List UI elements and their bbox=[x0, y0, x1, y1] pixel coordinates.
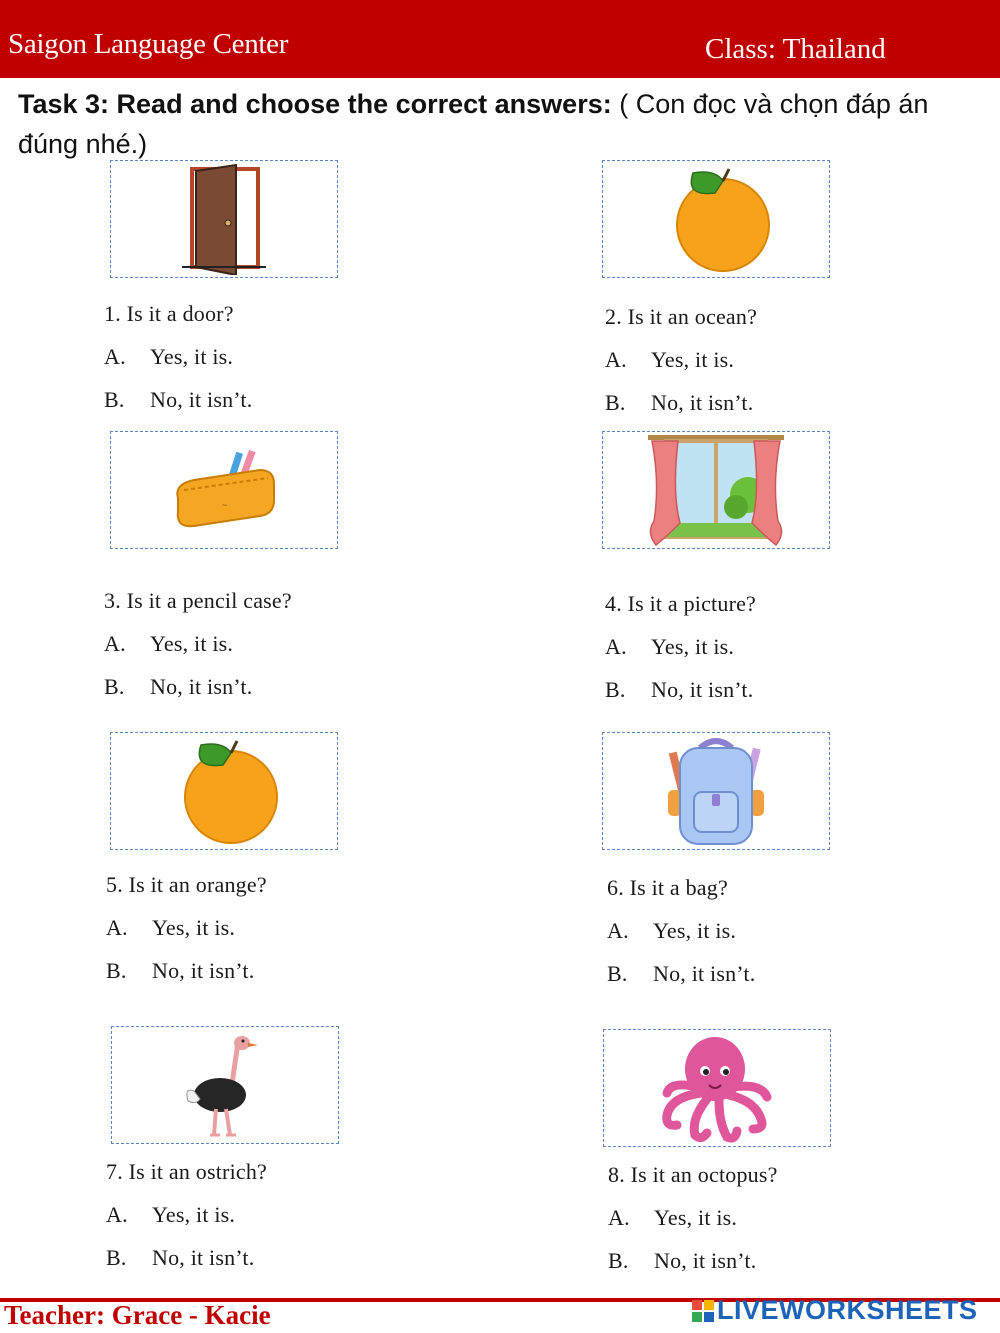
option-a-3[interactable] bbox=[104, 631, 233, 657]
task-note: ( Con đọc và chọn đáp án đúng nhé.) bbox=[18, 89, 929, 159]
question-3: 3. Is it a pencil case? bbox=[104, 588, 292, 613]
option-a-label: A. bbox=[104, 631, 126, 656]
option-b-label: B. bbox=[605, 390, 626, 415]
question-5: 5. Is it an orange? bbox=[106, 872, 267, 897]
option-b-label: B. bbox=[106, 1245, 127, 1270]
question-8: 8. Is it an octopus? bbox=[608, 1162, 778, 1187]
option-b-text: No, it isn’t. bbox=[654, 1248, 757, 1273]
option-a-label: A. bbox=[605, 634, 627, 659]
brand-name: LIVEWORKSHEETS bbox=[717, 1295, 978, 1325]
option-b-text: No, it isn’t. bbox=[152, 1245, 255, 1270]
window-icon bbox=[636, 433, 796, 547]
option-a-label: A. bbox=[608, 1205, 630, 1230]
class-label: Class: Thailand bbox=[705, 33, 886, 65]
task-title: Task 3: Read and choose the correct answers: bbox=[18, 89, 612, 119]
option-a-4[interactable] bbox=[605, 634, 734, 660]
option-a-text: Yes, it is. bbox=[651, 347, 735, 372]
option-a-text: Yes, it is. bbox=[152, 915, 236, 940]
liveworksheets-logo[interactable] bbox=[692, 1295, 978, 1326]
picture-frame-8 bbox=[603, 1029, 831, 1147]
question-2: 2. Is it an ocean? bbox=[605, 304, 758, 329]
option-a-text: Yes, it is. bbox=[654, 1205, 738, 1230]
school-name: Saigon Language Center bbox=[8, 28, 289, 60]
option-b-4[interactable] bbox=[605, 677, 753, 703]
question-4: 4. Is it a picture? bbox=[605, 591, 757, 616]
option-b-text: No, it isn’t. bbox=[651, 677, 754, 702]
option-b-3[interactable] bbox=[104, 674, 252, 700]
picture-frame-7 bbox=[111, 1026, 339, 1144]
task-instruction bbox=[18, 84, 983, 164]
picture-frame-4 bbox=[602, 431, 830, 549]
option-b-6[interactable] bbox=[607, 961, 755, 987]
header-bar bbox=[0, 0, 1000, 78]
orange-icon bbox=[159, 735, 289, 847]
option-b-7[interactable] bbox=[106, 1245, 254, 1271]
option-b-text: No, it isn’t. bbox=[651, 390, 754, 415]
option-b-label: B. bbox=[608, 1248, 629, 1273]
svg-text:~: ~ bbox=[222, 500, 228, 510]
option-a-2[interactable] bbox=[605, 347, 734, 373]
option-a-5[interactable] bbox=[106, 915, 235, 941]
option-a-6[interactable] bbox=[607, 918, 736, 944]
option-a-1[interactable] bbox=[104, 344, 233, 370]
option-a-label: A. bbox=[104, 344, 126, 369]
logo-grid-icon bbox=[692, 1300, 714, 1322]
option-a-text: Yes, it is. bbox=[653, 918, 737, 943]
option-a-text: Yes, it is. bbox=[150, 344, 234, 369]
option-a-label: A. bbox=[106, 1202, 128, 1227]
option-a-7[interactable] bbox=[106, 1202, 235, 1228]
option-b-text: No, it isn’t. bbox=[150, 674, 253, 699]
option-b-1[interactable] bbox=[104, 387, 252, 413]
option-a-text: Yes, it is. bbox=[150, 631, 234, 656]
question-7: 7. Is it an ostrich? bbox=[106, 1159, 268, 1184]
option-b-label: B. bbox=[104, 387, 125, 412]
backpack-icon bbox=[656, 734, 776, 848]
option-a-label: A. bbox=[106, 915, 128, 940]
option-a-text: Yes, it is. bbox=[651, 634, 735, 659]
picture-frame-2 bbox=[602, 160, 830, 278]
option-b-5[interactable] bbox=[106, 958, 254, 984]
picture-frame-6 bbox=[602, 732, 830, 850]
picture-frame-5 bbox=[110, 732, 338, 850]
option-b-text: No, it isn’t. bbox=[653, 961, 756, 986]
option-b-8[interactable] bbox=[608, 1248, 756, 1274]
option-b-label: B. bbox=[104, 674, 125, 699]
pencil-case-icon bbox=[164, 440, 284, 540]
option-b-text: No, it isn’t. bbox=[150, 387, 253, 412]
option-a-8[interactable] bbox=[608, 1205, 737, 1231]
option-a-label: A. bbox=[605, 347, 627, 372]
door-icon bbox=[174, 163, 274, 275]
picture-frame-1 bbox=[110, 160, 338, 278]
option-a-label: A. bbox=[607, 918, 629, 943]
ostrich-icon bbox=[180, 1029, 270, 1141]
option-b-label: B. bbox=[605, 677, 626, 702]
option-b-label: B. bbox=[106, 958, 127, 983]
orange-icon bbox=[651, 163, 781, 275]
question-6: 6. Is it a bag? bbox=[607, 875, 728, 900]
question-1: 1. Is it a door? bbox=[104, 301, 234, 326]
option-b-label: B. bbox=[607, 961, 628, 986]
option-b-2[interactable] bbox=[605, 390, 753, 416]
teacher-name: Teacher: Grace - Kacie bbox=[4, 1300, 271, 1330]
octopus-icon bbox=[657, 1031, 777, 1145]
option-a-text: Yes, it is. bbox=[152, 1202, 236, 1227]
picture-frame-3 bbox=[110, 431, 338, 549]
option-b-text: No, it isn’t. bbox=[152, 958, 255, 983]
